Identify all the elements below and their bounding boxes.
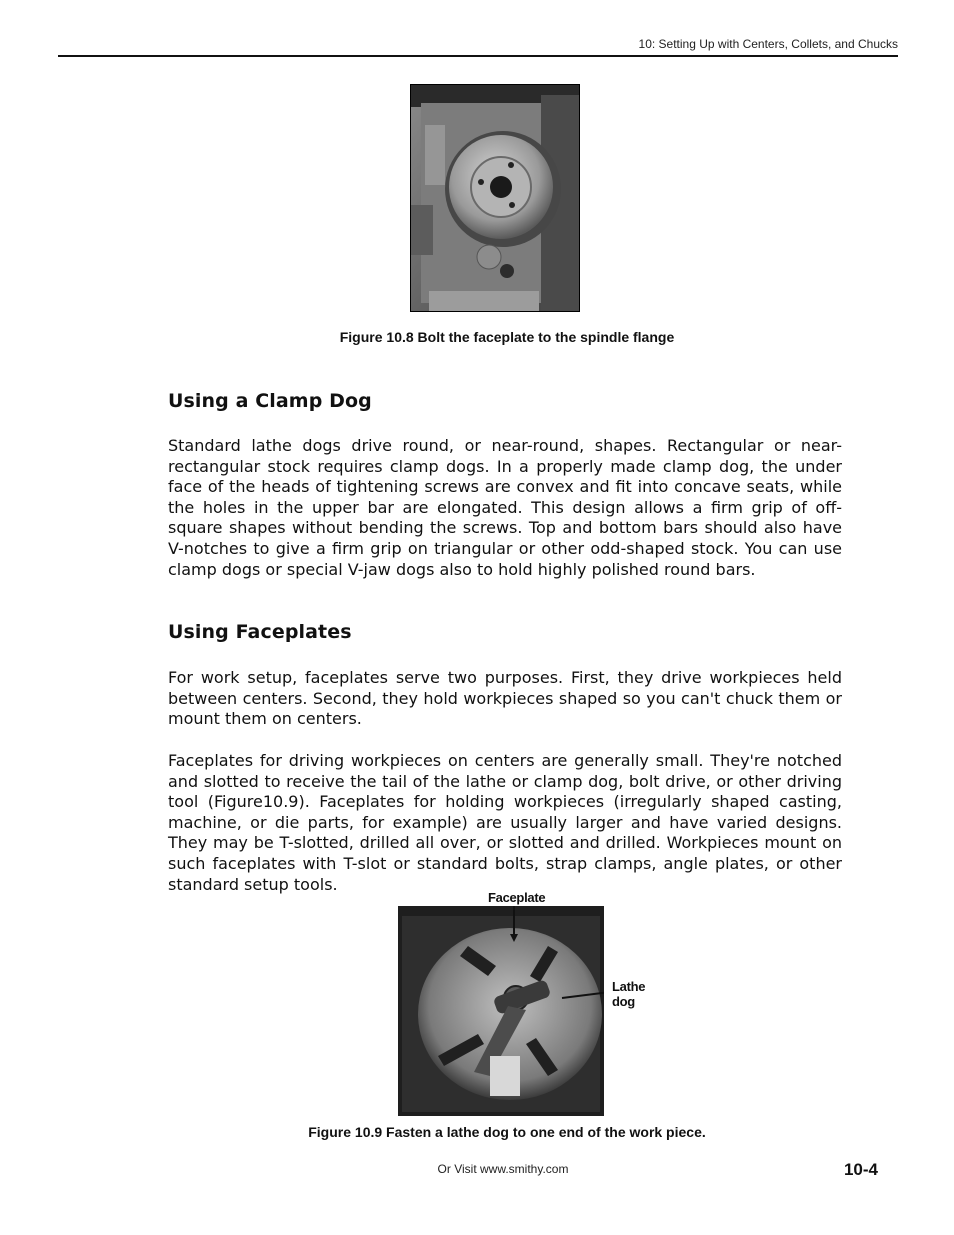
figure-10-8-caption: Figure 10.8 Bolt the faceplate to the spindle flange xyxy=(339,329,675,345)
lathe-dog-illustration xyxy=(398,906,604,1116)
footer-website: Or Visit www.smithy.com xyxy=(437,1162,569,1176)
heading-using-clamp-dog: Using a Clamp Dog xyxy=(168,390,372,412)
label-lathe-text: Lathe xyxy=(612,979,646,994)
page-number: 10-4 xyxy=(843,1160,878,1179)
label-dog-text: dog xyxy=(612,994,635,1009)
heading-using-faceplates: Using Faceplates xyxy=(168,621,352,643)
faceplates-paragraph-2: Faceplates for driving workpieces on centers are generally small. They're notched and slotted to receive the tail of the lathe or clamp dog, bolt drive, or other driving tool (Figure10.9). Faceplates for holding workpieces (irregularly shaped casting, machine, or die parts, for example) are usually larger and have varied designs. They may be T-slotted, drilled all over, or slotted and drilled. Workpieces mount on such faceplates with T-slot or standard bolts, strap clamps, angle plates, or other standard setup tools. xyxy=(168,751,842,894)
label-lathe-dog xyxy=(612,979,645,1009)
lathe-dog-faceplate-photo xyxy=(398,906,604,1116)
running-header: 10: Setting Up with Centers, Collets, and Chucks xyxy=(638,37,898,51)
label-faceplate: Faceplate xyxy=(488,890,546,905)
faceplates-paragraph-1: For work setup, faceplates serve two purposes. First, they drive workpieces held between centers. Second, they hold workpieces shaped so you can't chuck them or mount them on centers. xyxy=(168,668,842,729)
faceplate-spindle-illustration xyxy=(411,85,580,312)
header-rule xyxy=(58,55,898,57)
faceplate-spindle-photo xyxy=(410,84,580,312)
clamp-dog-paragraph: Standard lathe dogs drive round, or near-round, shapes. Rectangular or near-rectangular stock requires clamp dogs. In a properly made clamp dog, the under face of the heads of tightening screws are convex and fit into concave seats, while the holes in the upper bar are elongated. This design allows a firm grip of off-square shapes without bending the screws. Top and bottom bars should also have V-notches to give a firm grip on triangular or other odd-shaped stock. You can use clamp dogs or special V-jaw dogs also to hold highly polished round bars. xyxy=(168,436,842,579)
figure-10-9-caption: Figure 10.9 Fasten a lathe dog to one end of the work piece. xyxy=(308,1124,706,1140)
